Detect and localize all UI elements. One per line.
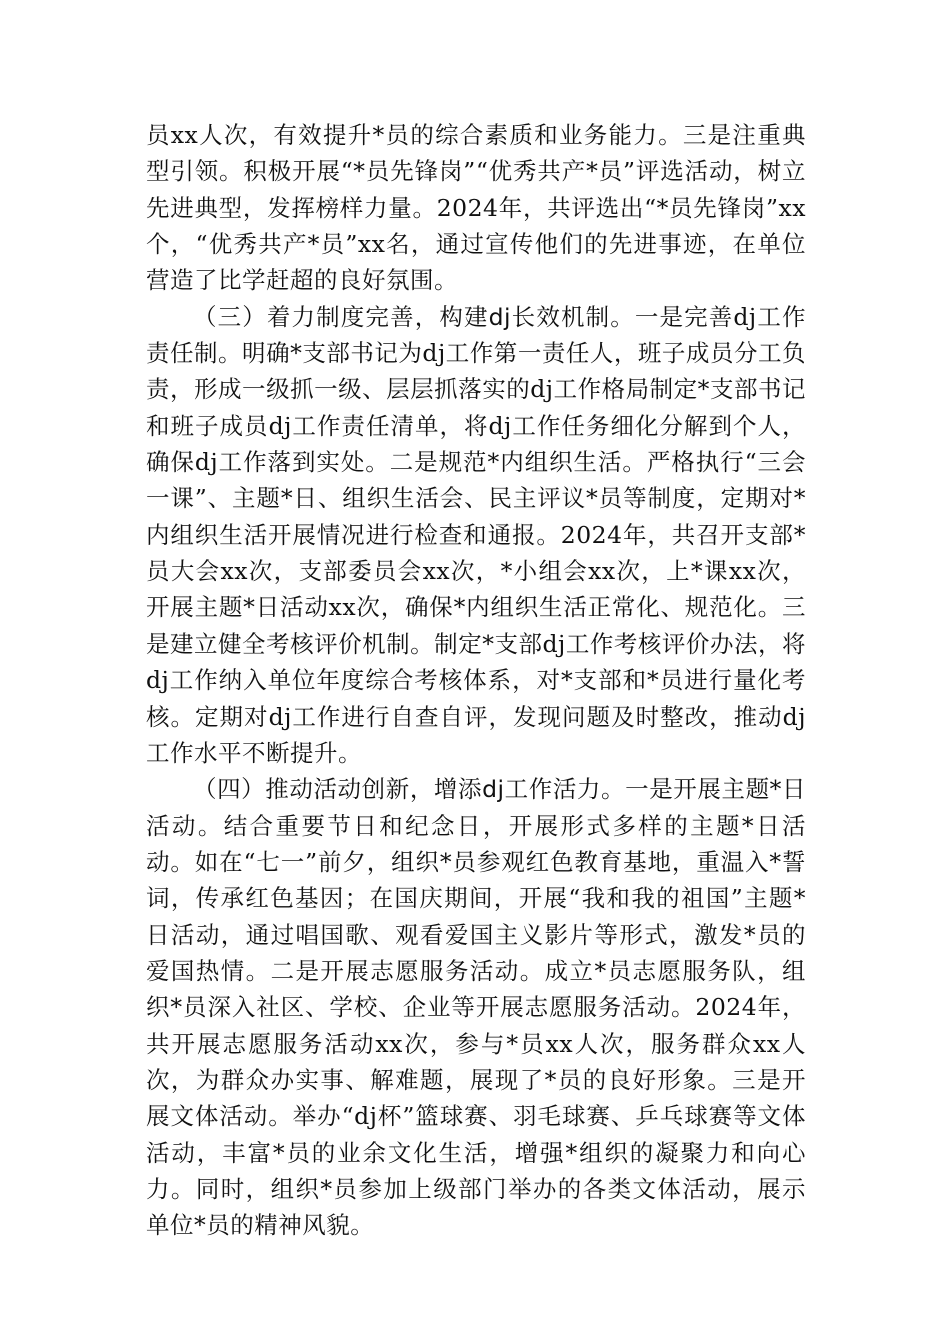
section-heading: （四）推动活动创新，增添dj工作活力。 xyxy=(193,775,626,804)
paragraph-continuation xyxy=(146,117,806,299)
document-body xyxy=(146,117,806,1244)
paragraph-text: 一是完善dj工作责任制。明确*支部书记为dj工作第一责任人，班子成员分工负责，形成一级抓一级、层层抓落实的dj工作格局制定*支部书记和班子成员dj工作责任清单，将dj工作任务细化分解到个人，确保dj工作落到实处。二是规范*内组织生活。严格执行“三会一课”、主题*日、组织生活会、民主评议*员等制度，定期对*内组织生活开展情况进行检查和通报。2024年，共召开支部*员大会xx次，支部委员会xx次，*小组会xx次，上*课xx次，开展主题*日活动xx次，确保*内组织生活正常化、规范化。三是建立健全考核评价机制。制定*支部dj工作考核评价办法，将dj工作纳入单位年度综合考核体系，对*支部和*员进行量化考核。定期对dj工作进行自查自评，发现问题及时整改，推动dj工作水平不断提升。 xyxy=(146,302,806,767)
paragraph-text: 一是开展主题*日活动。结合重要节日和纪念日，开展形式多样的主题*日活动。如在“七一”前夕，组织*员参观红色教育基地，重温入*誓词，传承红色基因；在国庆期间，开展“我和我的祖国”主题*日活动，通过唱国歌、观看爱国主义影片等形式，激发*员的爱国热情。二是开展志愿服务活动。成立*员志愿服务队，组织*员深入社区、学校、企业等开展志愿服务活动。2024年，共开展志愿服务活动xx次，参与*员xx人次，服务群众xx人次，为群众办实事、解难题，展现了*员的良好形象。三是开展文体活动。举办“dj杯”篮球赛、羽毛球赛、乒乓球赛等文体活动，丰富*员的业余文化生活，增强*组织的凝聚力和向心力。同时，组织*员参加上级部门举办的各类文体活动，展示单位*员的精神风貌。 xyxy=(146,775,807,1240)
paragraph-section-four xyxy=(146,771,806,1243)
paragraph-section-three xyxy=(146,299,806,771)
paragraph-text: 员xx人次，有效提升*员的综合素质和业务能力。三是注重典型引领。积极开展“*员先锋岗”“优秀共产*员”评选活动，树立先进典型，发挥榜样力量。2024年，共评选出“*员先锋岗”xx个，“优秀共产*员”xx名，通过宣传他们的先进事迹，在单位营造了比学赶超的良好氛围。 xyxy=(146,121,806,295)
section-heading: （三）着力制度完善，构建dj长效机制。 xyxy=(193,302,635,331)
